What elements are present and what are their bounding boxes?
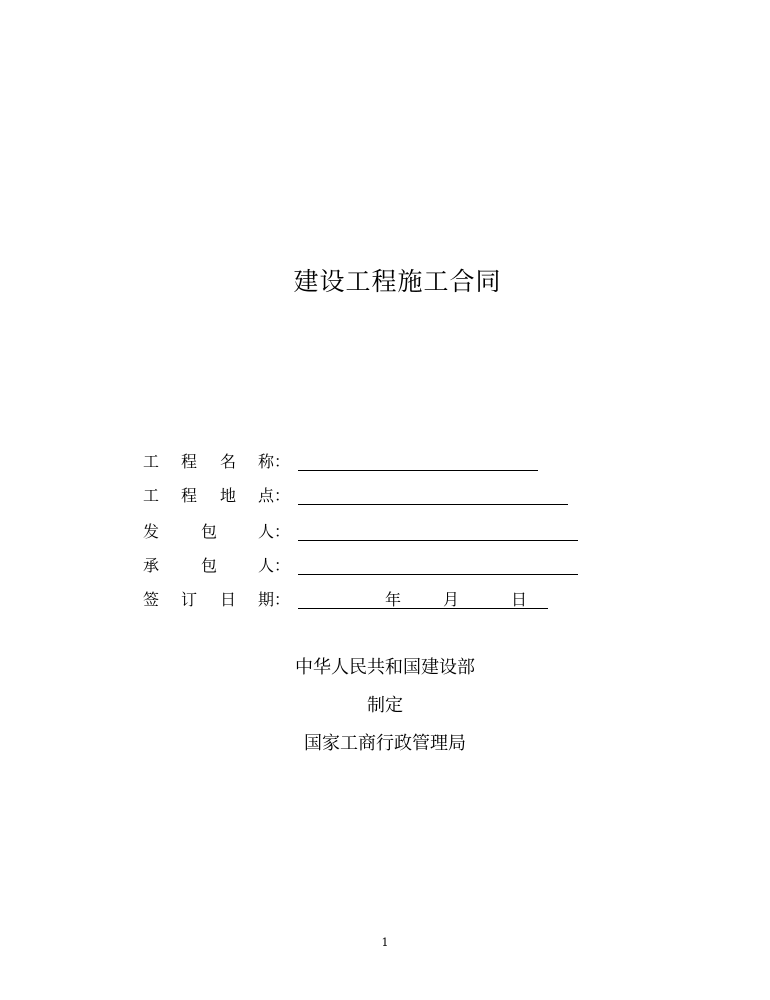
project-name-blank[interactable]	[298, 470, 538, 471]
date-day-label: 日	[511, 590, 528, 609]
label-char: 日	[220, 590, 237, 609]
field-label	[143, 450, 295, 474]
issuer-administration: 国家工商行政管理局	[304, 733, 466, 754]
label-char: 包	[201, 556, 218, 575]
label-char: 承	[143, 556, 160, 575]
issuer-ministry: 中华人民共和国建设部	[295, 657, 475, 678]
employer-blank[interactable]	[298, 540, 578, 541]
label-char: 工	[143, 486, 160, 505]
label-char: 程	[181, 486, 198, 505]
label-char: 名	[220, 452, 237, 471]
label-char: 点	[258, 486, 275, 505]
date-month-label: 月	[443, 590, 460, 609]
label-char: 期	[258, 590, 275, 609]
document-title: 建设工程施工合同	[293, 267, 502, 296]
field-label	[143, 588, 295, 612]
label-colon: ：	[274, 452, 291, 471]
page-number: 1	[381, 936, 389, 949]
contractor-blank[interactable]	[298, 574, 578, 575]
field-label	[143, 554, 295, 578]
label-colon: ：	[274, 486, 291, 505]
label-char: 人	[258, 522, 275, 541]
label-char: 发	[143, 522, 160, 541]
label-char: 人	[258, 556, 275, 575]
label-colon: ：	[274, 522, 291, 541]
label-colon: ：	[274, 590, 291, 609]
field-label	[143, 520, 295, 544]
label-char: 工	[143, 452, 160, 471]
project-location-blank[interactable]	[298, 504, 568, 505]
label-char: 程	[181, 452, 198, 471]
label-char: 称	[258, 452, 275, 471]
issuer-verb: 制定	[367, 695, 403, 716]
label-char: 包	[201, 522, 218, 541]
label-char: 订	[181, 590, 198, 609]
date-year-label: 年	[385, 590, 402, 609]
label-char: 地	[220, 486, 237, 505]
label-char: 签	[143, 590, 160, 609]
label-colon: ：	[274, 556, 291, 575]
field-label	[143, 484, 295, 508]
